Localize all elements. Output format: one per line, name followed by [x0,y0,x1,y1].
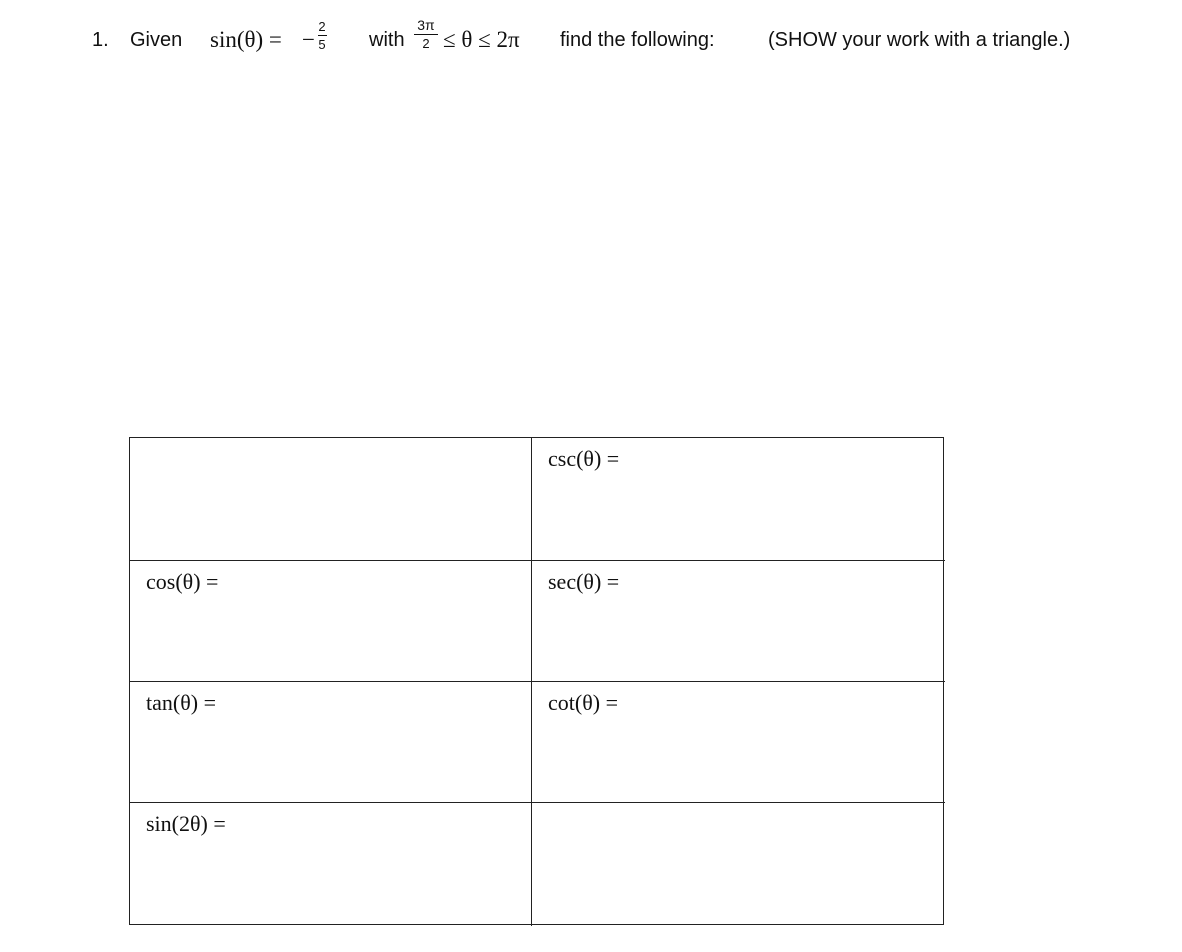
sec-label: sec(θ) = [548,569,620,594]
fraction-denominator: 5 [318,37,326,53]
fraction-denominator: 2 [422,36,430,52]
sec-answer-cell[interactable] [532,561,945,682]
sin-double-angle-label: sin(2θ) = [146,811,226,836]
tan-label: tan(θ) = [146,690,216,715]
empty-cell[interactable] [532,803,945,926]
fraction-bar [414,34,438,35]
cos-label: cos(θ) = [146,569,219,594]
tan-answer-cell[interactable] [130,682,532,803]
answer-table [129,437,944,925]
csc-label: csc(θ) = [548,446,620,471]
fraction-numerator: 2 [318,19,326,34]
show-work-note: (SHOW your work with a triangle.) [768,29,1071,51]
cot-answer-cell[interactable] [532,682,945,803]
csc-answer-cell[interactable] [532,438,945,561]
cos-answer-cell[interactable] [130,561,532,682]
negative-sign: − [302,27,315,52]
fraction-numerator: 3π [417,17,435,33]
question-number: 1. [92,29,109,51]
given-label: Given [130,29,183,51]
angle-inequality: ≤ θ ≤ 2π [443,27,520,52]
triangle-workspace-cell[interactable] [130,438,532,561]
find-instruction: find the following: [560,29,715,51]
question-header [0,17,1182,60]
fraction-three-pi-over-two [413,19,439,50]
sin-double-angle-answer-cell[interactable] [130,803,532,926]
cot-label: cot(θ) = [548,690,618,715]
sine-equation: sin(θ) = [210,27,282,52]
fraction-bar [318,35,327,36]
fraction-two-fifths [317,20,327,51]
with-label: with [369,29,405,51]
